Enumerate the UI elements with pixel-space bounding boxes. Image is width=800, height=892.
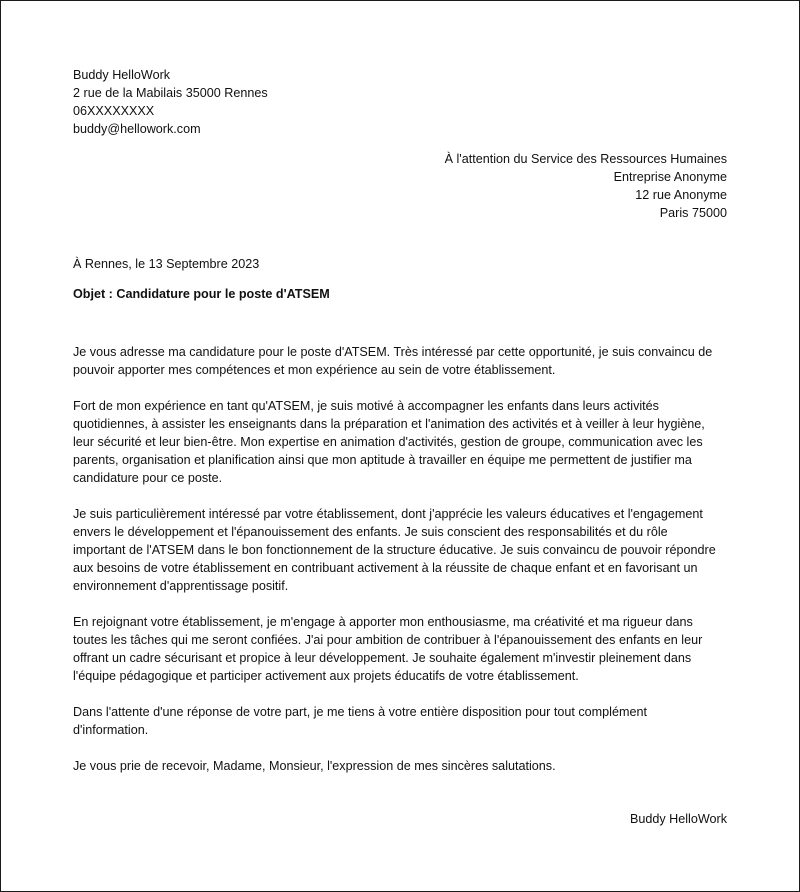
body-line: quotidiennes, à assister les enseignants dans la préparation et l'animation des activités et à veiller à leur hygiène, (73, 417, 705, 431)
recipient-block (445, 150, 727, 222)
recipient-attention: À l'attention du Service des Ressources Humaines (444, 152, 727, 166)
body-line: pouvoir apporter mes compétences et mon expérience au sein de votre établissement. (73, 363, 556, 377)
sender-name: Buddy HelloWork (73, 68, 171, 82)
body-line: important de l'ATSEM dans le bon fonctionnement de la structure éducative. Je suis convaincu de pouvoir répondre (73, 543, 716, 557)
body-line: Je suis particulièrement intéressé par votre établissement, dont j'apprécie les valeurs éducatives et l'engagement (73, 507, 703, 521)
body-line: offrant un cadre sécurisant et propice à leur développement. Je souhaite également m'investir pleinement dans (73, 651, 692, 665)
body-line: candidature pour ce poste. (73, 471, 223, 485)
letter-subject: Objet : Candidature pour le poste d'ATSEM (73, 287, 330, 301)
recipient-city: Paris 75000 (659, 206, 727, 220)
recipient-company: Entreprise Anonyme (613, 170, 727, 184)
sender-block (73, 66, 268, 138)
body-line: aux besoins de votre établissement en contribuant activement à la réussite de chaque enfant et en favorisant un (73, 561, 698, 575)
body-paragraph-5 (73, 703, 729, 739)
letter-date: À Rennes, le 13 Septembre 2023 (73, 257, 260, 271)
body-line: parents, organisation et planification ainsi que mon aptitude à travailler en équipe me permettent de justifier ma (73, 453, 692, 467)
letter-body (73, 343, 729, 793)
body-line: Dans l'attente d'une réponse de votre part, je me tiens à votre entière disposition pour tout complément (73, 705, 647, 719)
body-line: envers le développement et l'épanouissement des enfants. Je suis conscient des responsabilités et du rôle (73, 525, 668, 539)
sender-email: buddy@hellowork.com (73, 122, 201, 136)
signature: Buddy HelloWork (629, 812, 727, 826)
body-line: Fort de mon expérience en tant qu'ATSEM, je suis motivé à accompagner les enfants dans leurs activités (73, 399, 659, 413)
body-line: l'équipe pédagogique et participer activement aux projets éducatifs de votre établissement. (73, 669, 579, 683)
body-line: En rejoignant votre établissement, je m'engage à apporter mon enthousiasme, ma créativité et ma rigueur dans (73, 615, 693, 629)
body-line: environnement d'apprentissage positif. (73, 579, 289, 593)
body-paragraph-6 (73, 757, 729, 775)
body-line: toutes les tâches qui me seront confiées. J'ai pour ambition de contribuer à l'épanouissement des enfants en leur (73, 633, 703, 647)
body-line: leur sécurité et leur bien-être. Mon expertise en animation d'activités, gestion de groupe, communication avec les (73, 435, 703, 449)
sender-address: 2 rue de la Mabilais 35000 Rennes (73, 86, 268, 100)
sender-phone: 06XXXXXXXX (73, 104, 155, 118)
body-paragraph-1 (73, 343, 729, 379)
body-line: d'information. (73, 723, 149, 737)
body-line: Je vous prie de recevoir, Madame, Monsieur, l'expression de mes sincères salutations. (73, 759, 556, 773)
body-paragraph-2 (73, 397, 729, 487)
recipient-street: 12 rue Anonyme (635, 188, 727, 202)
body-line: Je vous adresse ma candidature pour le poste d'ATSEM. Très intéressé par cette opportunité, je suis convaincu de (73, 345, 713, 359)
body-paragraph-4 (73, 613, 729, 685)
body-paragraph-3 (73, 505, 729, 595)
